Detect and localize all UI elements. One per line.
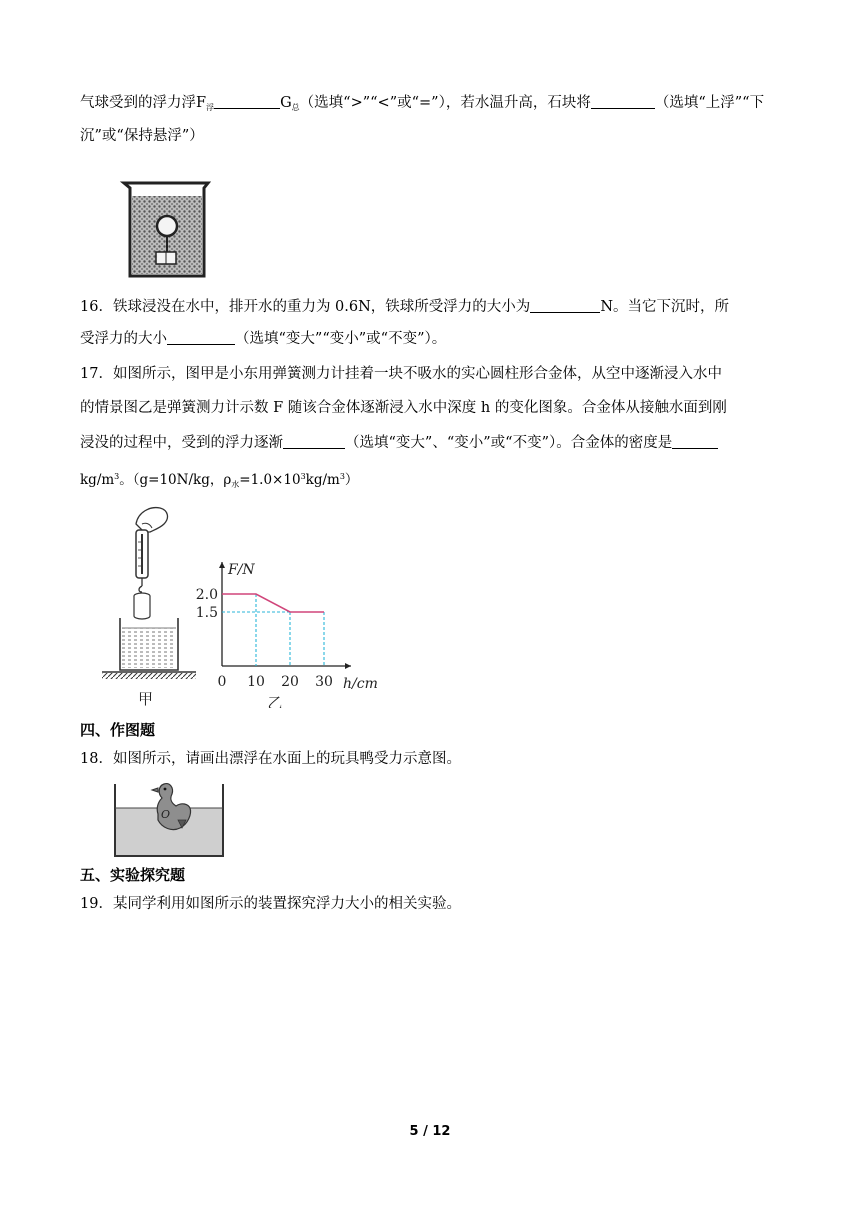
section-4-heading: 四、作图题 [80, 721, 156, 739]
y-tick-label: 2.0 [195, 587, 218, 603]
beaker-balloon-figure [118, 180, 214, 280]
y-axis-label: F/N [228, 562, 255, 578]
q17-line-2: 的情景图乙是弹簧测力计示数 F 随该合金体逐渐浸入水中深度 h 的变化图象。合金体从接触水面到刚 [80, 400, 727, 416]
q17-line-4: $kg/m^3$。（g=10N/kg，$\rho_水=1.0\times 10^3kg/m^3$） [80, 472, 359, 489]
q16-line-1: 16．铁球浸没在水中，排开水的重力为 0.6N，铁球所受浮力的大小为 N。当它下沉时，所 [80, 299, 729, 315]
x-tick-label: 0 [217, 674, 227, 690]
force-depth-chart [190, 548, 390, 708]
x-axis-arrow [345, 663, 351, 669]
section-5-heading: 五、实验探究题 [80, 866, 186, 884]
q15-line-2: 沉”或“保持悬浮”） [80, 128, 204, 144]
q18-text: 18．如图所示，请画出漂浮在水面上的玩具鸭受力示意图。 [80, 751, 461, 767]
x-tick-label: 10 [247, 674, 265, 690]
q16-line-2: 受浮力的大小 （选填“变大”“变小”或“不变”）。 [80, 331, 447, 347]
y-axis-arrow [219, 562, 225, 568]
point-o-label: O [161, 808, 171, 821]
force-series-line [222, 594, 324, 612]
spring-scale-figure [98, 502, 202, 710]
answer-blank[interactable] [167, 330, 235, 345]
q19-text: 19．某同学利用如图所示的装置探究浮力大小的相关实验。 [80, 896, 461, 912]
floating-duck-figure [112, 780, 226, 860]
label-jia: 甲 [138, 690, 154, 708]
x-tick-label: 20 [281, 674, 299, 690]
answer-blank[interactable] [672, 434, 718, 449]
label-yi: 乙 [267, 694, 283, 708]
answer-blank[interactable] [283, 434, 345, 449]
answer-blank[interactable] [530, 298, 600, 313]
q17-line-3: 浸没的过程中，受到的浮力逐渐 （选填“变大”、“变小”或“不变”）。合金体的密度是 [80, 433, 718, 453]
x-tick-label: 30 [315, 674, 333, 690]
answer-blank[interactable] [591, 94, 655, 109]
x-axis-label: h/cm [343, 676, 378, 692]
q17-line-1: 17．如图所示，图甲是小东用弹簧测力计挂着一块不吸水的实心圆柱形合金体，从空中逐渐浸入水中 [80, 366, 722, 382]
answer-blank[interactable] [214, 94, 280, 109]
y-tick-label: 1.5 [195, 605, 218, 621]
page-number: 5 / 12 [409, 1124, 451, 1139]
q15-line-1: 气球受到的浮力浮$F_浮$ $G_总$（选填“>”“<”或“=”），若水温升高，石块将 （选填“上浮”“下 [80, 95, 765, 112]
